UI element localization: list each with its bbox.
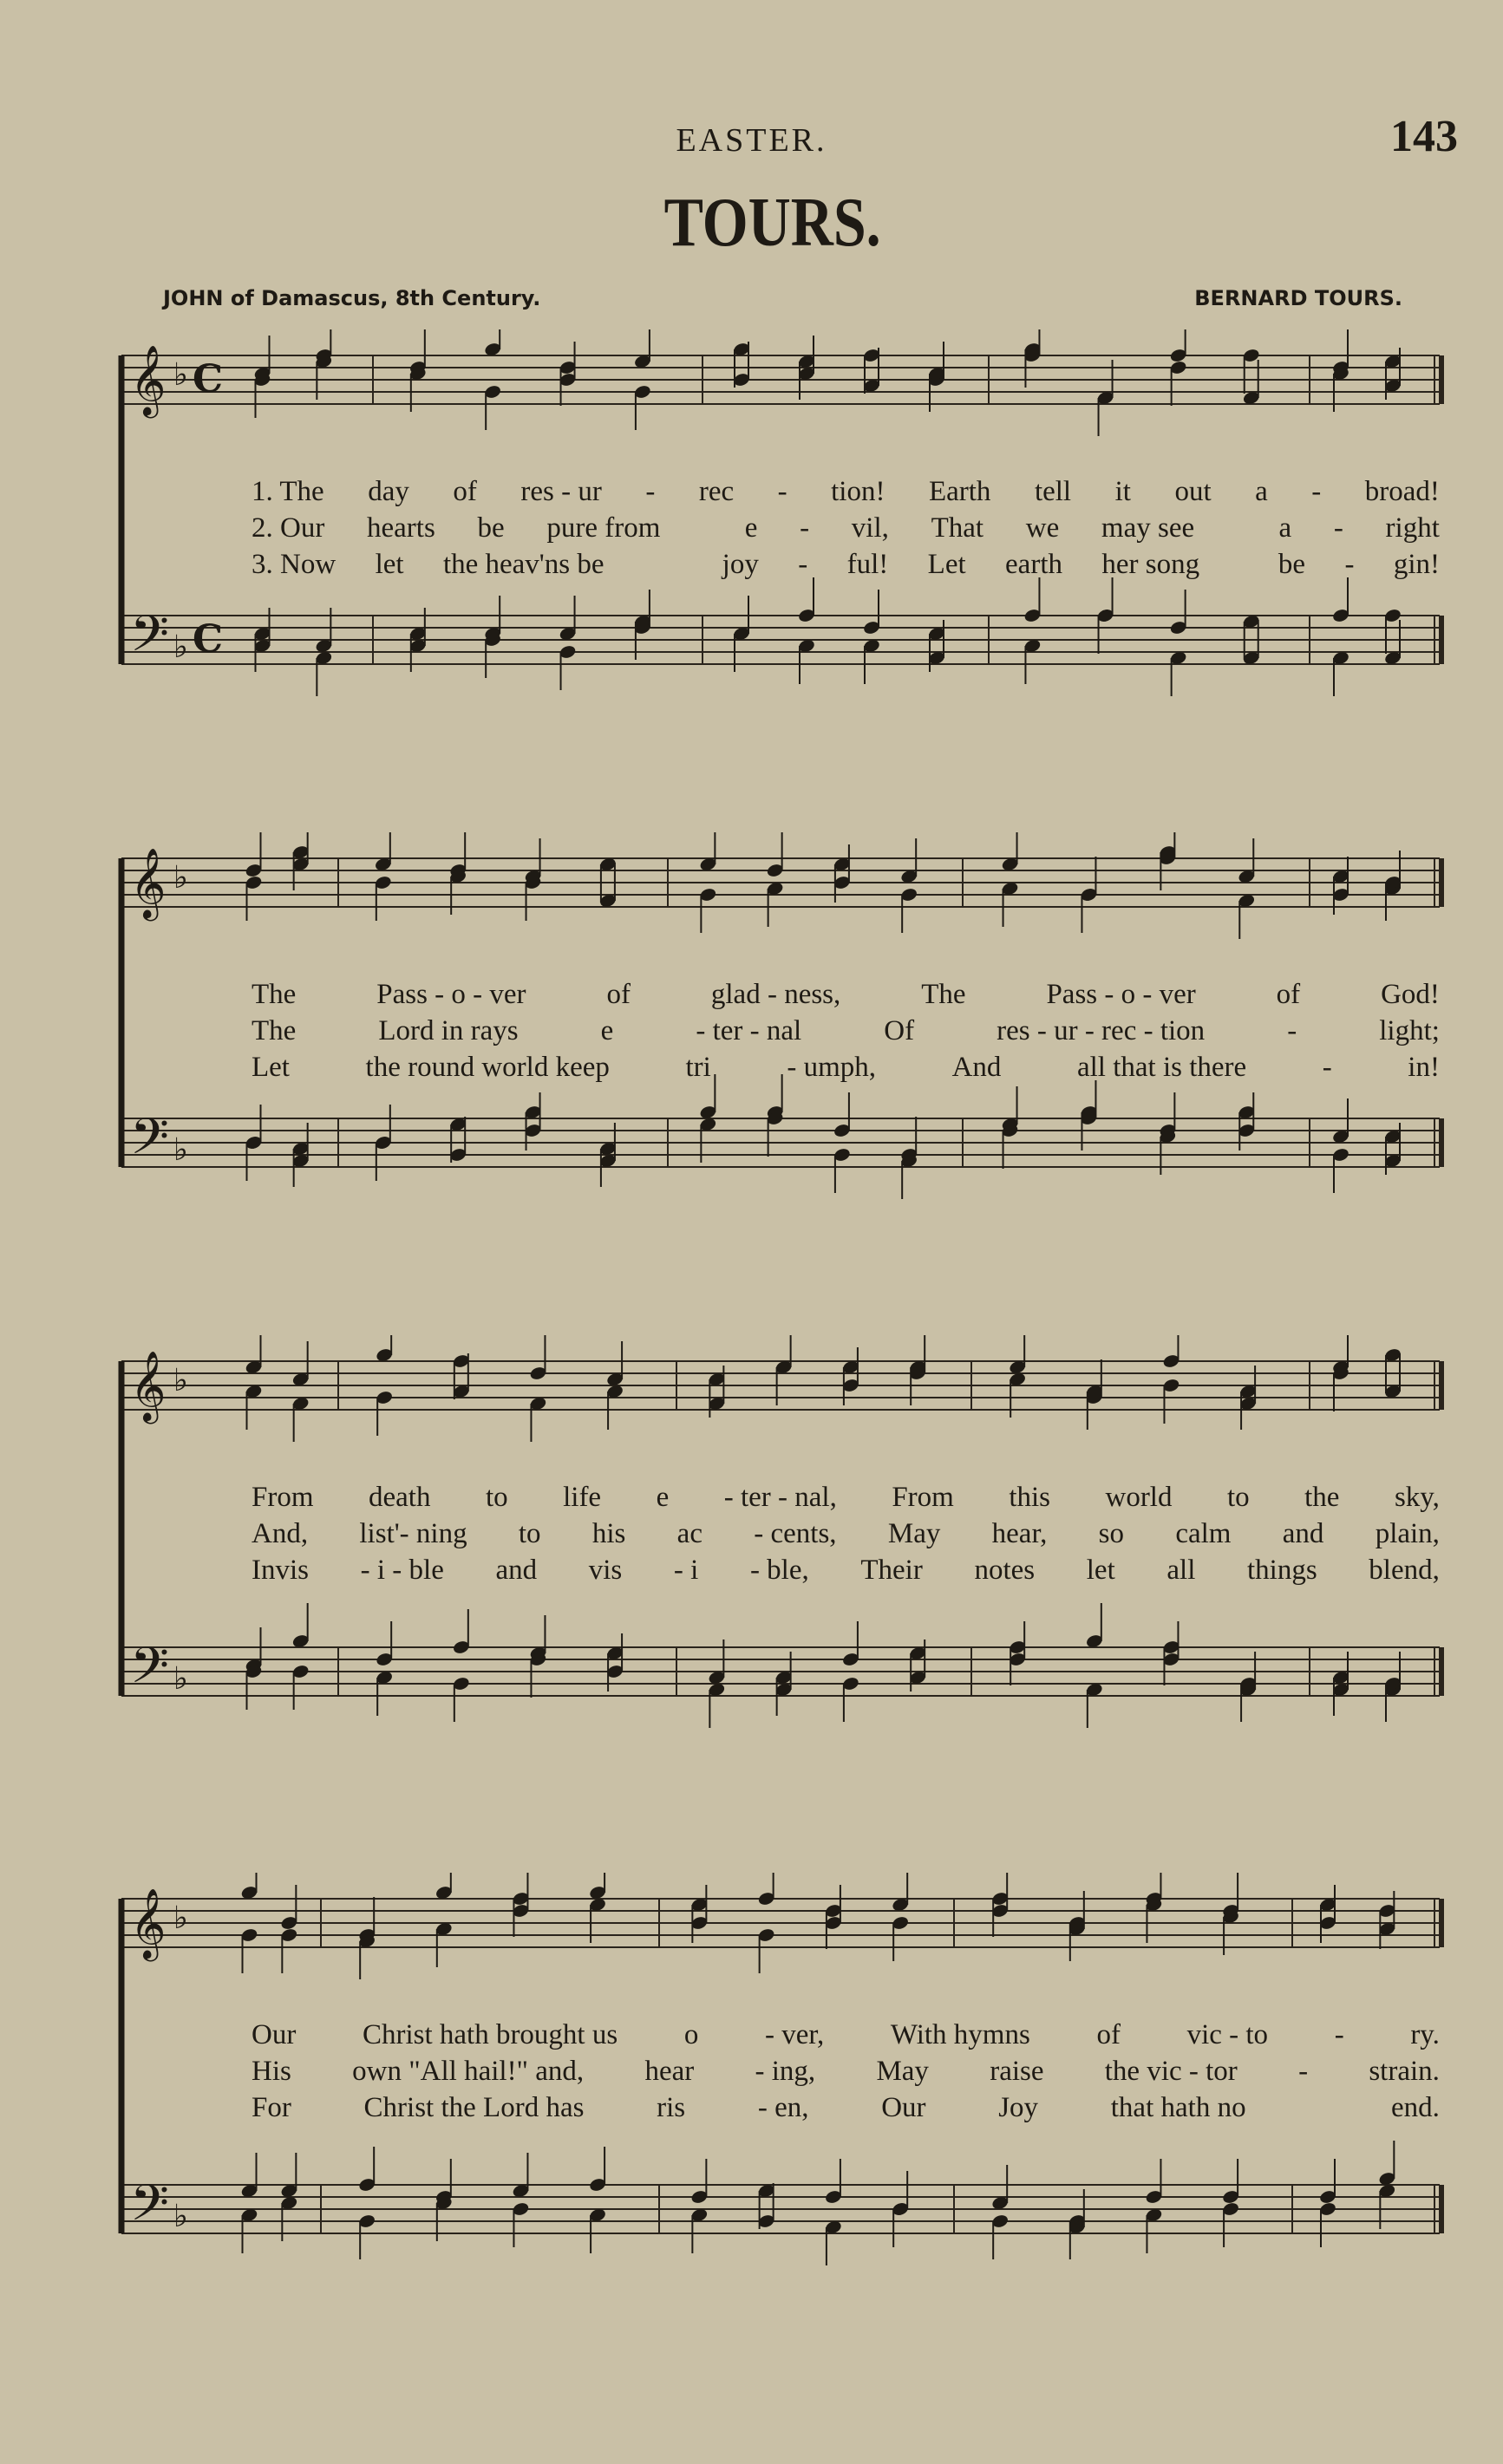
lyric-syllable: o [683, 2019, 699, 2050]
lyric-syllable: res - ur [520, 476, 602, 507]
lyric-syllable: to [485, 1482, 508, 1513]
lyric-syllable: With hymns [890, 2019, 1030, 2050]
treble-staff [121, 329, 1441, 436]
lyric-syllable: e [656, 1482, 670, 1513]
lyric-syllable: right [1385, 512, 1440, 544]
lyric-syllable: - ing, [755, 2056, 816, 2087]
hymn-title: TOURS. [663, 185, 881, 261]
key-flat-icon: ♭ [173, 1661, 188, 1697]
bass-staff [121, 1074, 1441, 1199]
common-time-icon: C [193, 357, 224, 401]
lyric-syllable: May [876, 2056, 929, 2087]
lyric-syllable: life [563, 1482, 602, 1513]
lyric-syllable: strain. [1369, 2056, 1440, 2087]
lyric-syllable: Their [860, 1555, 923, 1586]
music-system-3 [113, 1335, 1474, 1786]
lyric-syllable: For [252, 2092, 291, 2123]
lyric-line-verse-1 [113, 976, 1474, 1013]
lyric-syllable: - [1322, 1052, 1332, 1083]
lyric-syllable: His [252, 2056, 291, 2087]
lyric-syllable: to [1226, 1482, 1250, 1513]
lyric-line-verse-3 [113, 546, 1474, 583]
bass-clef-icon: 𝄢 [130, 1636, 170, 1707]
key-flat-icon: ♭ [173, 1132, 188, 1168]
bass-clef-icon: 𝄢 [130, 2174, 170, 2245]
lyric-syllable: Let [927, 549, 966, 580]
lyric-syllable: The [252, 979, 297, 1010]
lyric-syllable: - ter - nal [696, 1015, 802, 1046]
lyric-syllable: broad! [1364, 476, 1440, 507]
lyric-syllable: May [887, 1518, 941, 1549]
lyric-syllable: - [1287, 1015, 1297, 1046]
lyric-syllable: Earth [928, 476, 991, 507]
lyric-syllable: That [931, 512, 984, 544]
treble-clef-icon: 𝄞 [130, 344, 167, 415]
lyric-syllable: res - ur - rec - tion [997, 1015, 1206, 1046]
lyric-line-verse-2 [113, 1516, 1474, 1552]
author-credit: JOHN of Damascus, 8th Century. [163, 286, 541, 310]
lyric-syllable: The [252, 1015, 297, 1046]
lyric-syllable: raise [990, 2056, 1044, 2087]
lyric-syllable: - [1311, 476, 1322, 507]
lyric-syllable: - i - ble [360, 1555, 444, 1586]
lyric-syllable: sky, [1394, 1482, 1440, 1513]
lyric-line-verse-2 [113, 1013, 1474, 1049]
lyric-syllable: it [1114, 476, 1131, 507]
key-flat-icon: ♭ [173, 1900, 188, 1936]
lyric-syllable: own "All hail!" and, [352, 2056, 585, 2087]
lyric-syllable: the round world keep [365, 1052, 610, 1083]
lyric-syllable: 3. Now [252, 549, 337, 580]
lyric-syllable: - [1334, 2019, 1344, 2050]
lyric-syllable: plain, [1375, 1518, 1440, 1549]
lyric-syllable: in! [1408, 1052, 1440, 1083]
lyric-syllable: of [1096, 2019, 1121, 2050]
treble-staff [121, 1335, 1441, 1442]
lyric-syllable: 2. Our [252, 512, 325, 544]
lyric-syllable: earth [1005, 549, 1062, 580]
lyric-line-verse-1 [113, 2017, 1474, 2053]
music-system-2 [113, 832, 1474, 1248]
lyric-syllable: hear, [991, 1518, 1048, 1549]
lyric-syllable: e [600, 1015, 614, 1046]
page-number: 143 [1390, 112, 1458, 161]
lyric-syllable: e [744, 512, 758, 544]
lyric-syllable: all that is there [1076, 1052, 1247, 1083]
lyric-syllable: ry. [1410, 2019, 1440, 2050]
lyric-line-verse-3 [113, 1049, 1474, 1085]
lyric-syllable: the vic - tor [1104, 2056, 1238, 2087]
lyric-syllable: his [591, 1518, 626, 1549]
lyric-syllable: end. [1390, 2092, 1440, 2123]
lyric-syllable: vis [588, 1555, 623, 1586]
lyric-line-verse-2 [113, 2053, 1474, 2089]
lyric-syllable: Of [884, 1015, 915, 1046]
key-flat-icon: ♭ [173, 629, 188, 665]
lyric-syllable: the heav'ns be [442, 549, 604, 580]
lyric-syllable: - ble, [749, 1555, 809, 1586]
lyric-syllable: ac [676, 1518, 702, 1549]
lyric-syllable: Christ hath brought us [362, 2019, 618, 2050]
lyric-syllable: light; [1379, 1015, 1440, 1046]
lyric-syllable: joy [722, 549, 759, 580]
music-system-1 [113, 329, 1474, 746]
lyric-syllable: From [892, 1482, 954, 1513]
lyric-line-verse-2 [113, 510, 1474, 546]
lyric-syllable: her song [1101, 549, 1200, 580]
bass-staff [121, 1603, 1441, 1728]
lyric-syllable: we [1025, 512, 1060, 544]
lyric-syllable: tion! [831, 476, 885, 507]
key-flat-icon: ♭ [173, 860, 188, 896]
common-time-icon: C [193, 617, 224, 662]
lyric-syllable: pure from [546, 512, 661, 544]
treble-clef-icon: 𝄞 [130, 1887, 167, 1959]
lyric-syllable: world [1105, 1482, 1173, 1513]
lyric-syllable: may see [1101, 512, 1195, 544]
lyric-syllable: tri [685, 1052, 711, 1083]
lyric-syllable: Invis [252, 1555, 309, 1586]
lyrics-block [113, 976, 1474, 1085]
lyric-syllable: - ter - nal, [723, 1482, 837, 1513]
lyric-syllable: Let [252, 1052, 290, 1083]
key-flat-icon: ♭ [173, 1363, 188, 1398]
lyric-syllable: - en, [757, 2092, 809, 2123]
lyric-syllable: out [1174, 476, 1212, 507]
lyric-syllable: let [1086, 1555, 1115, 1586]
lyric-line-verse-1 [113, 1479, 1474, 1516]
lyric-syllable: a [1255, 476, 1268, 507]
lyric-syllable: and [495, 1555, 538, 1586]
lyric-syllable: Christ the Lord has [363, 2092, 585, 2123]
lyric-syllable: vic - to [1186, 2019, 1269, 2050]
lyric-syllable: of [453, 476, 477, 507]
lyric-syllable: so [1098, 1518, 1125, 1549]
lyric-syllable: death [369, 1482, 431, 1513]
lyric-syllable: And, [252, 1518, 309, 1549]
lyric-syllable: - [1344, 549, 1355, 580]
lyric-syllable: glad - ness, [710, 979, 841, 1010]
music-system-4 [113, 1873, 1474, 2324]
lyric-syllable: hear [644, 2056, 695, 2087]
section-heading: EASTER. [676, 122, 827, 159]
lyric-syllable: hearts [367, 512, 435, 544]
lyric-syllable: of [606, 979, 631, 1010]
lyric-syllable: notes [974, 1555, 1036, 1586]
lyric-syllable: let [375, 549, 404, 580]
lyric-syllable: - [798, 549, 808, 580]
lyric-syllable: Lord in rays [378, 1015, 519, 1046]
treble-clef-icon: 𝄞 [130, 1350, 167, 1421]
lyric-syllable: vil, [851, 512, 889, 544]
lyrics-block [113, 1479, 1474, 1588]
lyric-syllable: be [477, 512, 505, 544]
lyric-syllable: this [1009, 1482, 1050, 1513]
lyric-syllable: rec [698, 476, 735, 507]
lyric-syllable: Joy [998, 2092, 1039, 2123]
key-flat-icon: ♭ [173, 2199, 188, 2234]
lyric-syllable: things [1246, 1555, 1317, 1586]
lyric-syllable: - [1333, 512, 1343, 544]
lyric-syllable: The [921, 979, 966, 1010]
lyric-syllable: a [1278, 512, 1292, 544]
treble-clef-icon: 𝄞 [130, 847, 167, 918]
lyric-syllable: day [368, 476, 409, 507]
lyrics-block [113, 473, 1474, 583]
lyric-syllable: list'- ning [359, 1518, 467, 1549]
lyric-syllable: be [1278, 549, 1306, 580]
lyric-syllable: gin! [1393, 549, 1440, 580]
lyric-syllable: - cents, [754, 1518, 837, 1549]
treble-staff [121, 832, 1441, 939]
lyric-syllable: - [645, 476, 656, 507]
lyric-syllable: - ver, [764, 2019, 825, 2050]
lyric-syllable: and [1282, 1518, 1324, 1549]
lyrics-block [113, 2017, 1474, 2126]
lyric-syllable: - i [673, 1555, 699, 1586]
lyric-syllable: Pass - o - ver [1046, 979, 1196, 1010]
lyric-syllable: - [777, 476, 787, 507]
bass-staff [121, 577, 1441, 696]
lyric-syllable: Pass - o - ver [376, 979, 526, 1010]
lyric-line-verse-3 [113, 1552, 1474, 1588]
lyric-syllable: From [252, 1482, 314, 1513]
treble-staff [121, 1873, 1441, 1979]
lyric-syllable: that hath no [1110, 2092, 1246, 2123]
lyric-syllable: - [800, 512, 810, 544]
lyric-syllable: - [1298, 2056, 1309, 2087]
lyric-line-verse-1 [113, 473, 1474, 510]
lyric-syllable: the [1304, 1482, 1340, 1513]
bass-staff [121, 2141, 1441, 2265]
lyric-syllable: tell [1034, 476, 1072, 507]
lyric-syllable: ris [657, 2092, 686, 2123]
bass-clef-icon: 𝄢 [130, 604, 170, 675]
key-flat-icon: ♭ [173, 357, 188, 393]
lyric-syllable: Our [881, 2092, 926, 2123]
lyric-line-verse-3 [113, 2089, 1474, 2126]
lyric-syllable: blend, [1369, 1555, 1440, 1586]
lyric-syllable: of [1276, 979, 1301, 1010]
lyric-syllable: - umph, [787, 1052, 877, 1083]
lyric-syllable: calm [1175, 1518, 1232, 1549]
lyric-syllable: to [518, 1518, 541, 1549]
lyric-syllable: 1. The [252, 476, 324, 507]
lyric-syllable: all [1166, 1555, 1196, 1586]
lyric-syllable: God! [1381, 979, 1440, 1010]
lyric-syllable: And [951, 1052, 1002, 1083]
composer-credit: BERNARD TOURS. [1194, 286, 1402, 310]
lyric-syllable: ful! [846, 549, 889, 580]
bass-clef-icon: 𝄢 [130, 1107, 170, 1178]
lyric-syllable: Our [252, 2019, 297, 2050]
